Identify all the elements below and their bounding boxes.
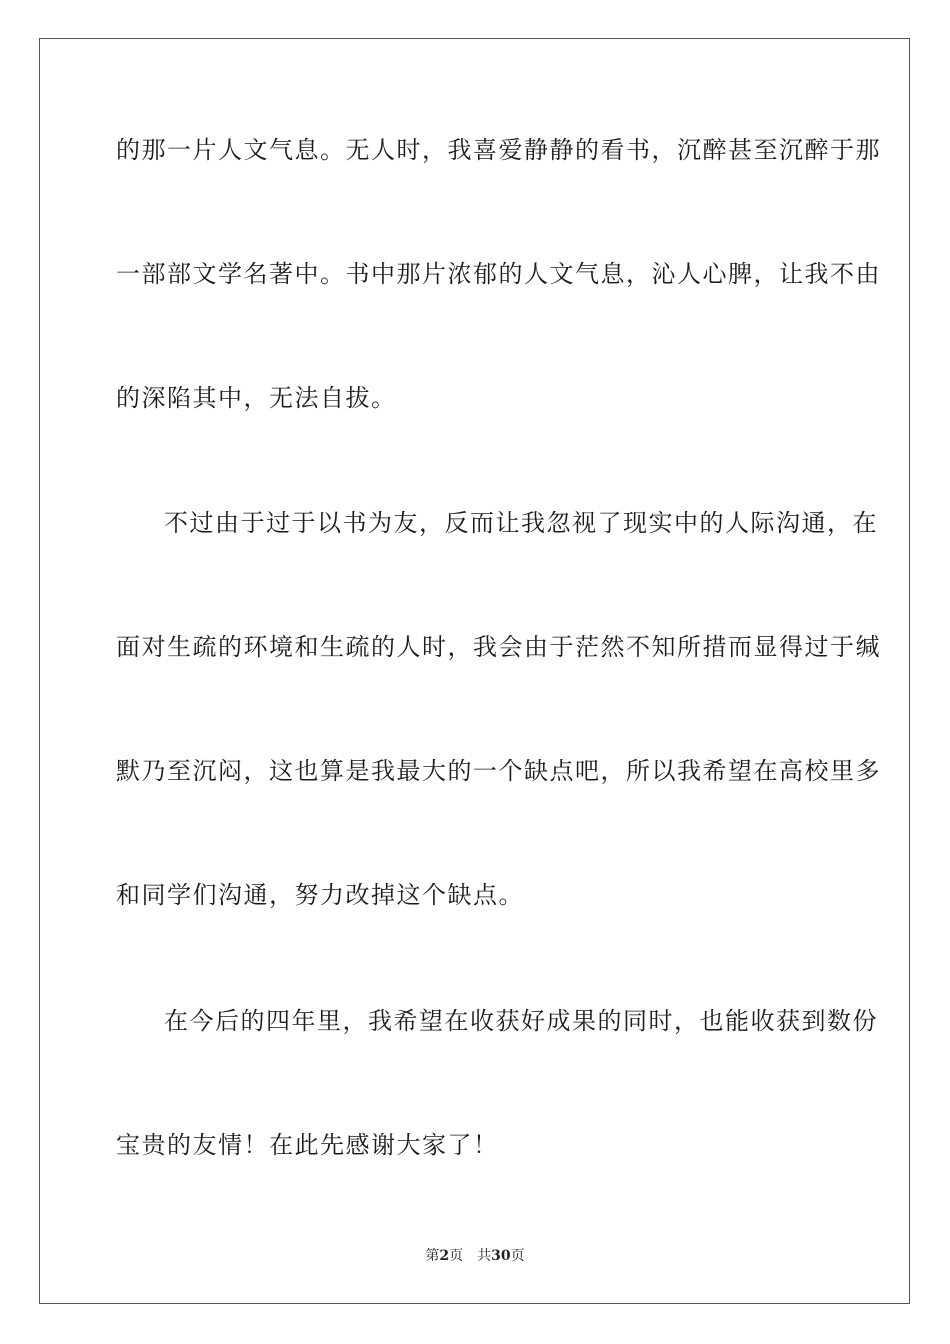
text-line-2: 一部部文学名著中。书中那片浓郁的人文气息，沁人心脾，让我不由 bbox=[116, 260, 881, 288]
text-line-8: 在今后的四年里，我希望在收获好成果的同时，也能收获到数份 bbox=[164, 1007, 878, 1035]
page-footer bbox=[0, 1247, 950, 1265]
total-prefix: 共 bbox=[477, 1248, 492, 1264]
text-line-4: 不过由于过于以书为友，反而让我忽视了现实中的人际沟通，在 bbox=[164, 509, 878, 537]
page-prefix: 第 bbox=[425, 1248, 440, 1264]
page-suffix: 页 bbox=[449, 1248, 464, 1264]
text-line-7: 和同学们沟通，努力改掉这个缺点。 bbox=[116, 881, 524, 909]
text-line-3: 的深陷其中，无法自拔。 bbox=[116, 384, 397, 412]
total-pages: 30 bbox=[491, 1248, 511, 1264]
page-border bbox=[39, 38, 910, 1304]
text-line-5: 面对生疏的环境和生疏的人时，我会由于茫然不知所措而显得过于缄 bbox=[116, 633, 881, 661]
text-line-6: 默乃至沉闷，这也算是我最大的一个缺点吧，所以我希望在高校里多 bbox=[116, 757, 881, 785]
total-suffix: 页 bbox=[510, 1248, 525, 1264]
page-number: 2 bbox=[439, 1248, 450, 1264]
text-line-1: 的那一片人文气息。无人时，我喜爱静静的看书，沉醉甚至沉醉于那 bbox=[116, 136, 881, 164]
text-line-9: 宝贵的友情！在此先感谢大家了！ bbox=[116, 1131, 499, 1159]
